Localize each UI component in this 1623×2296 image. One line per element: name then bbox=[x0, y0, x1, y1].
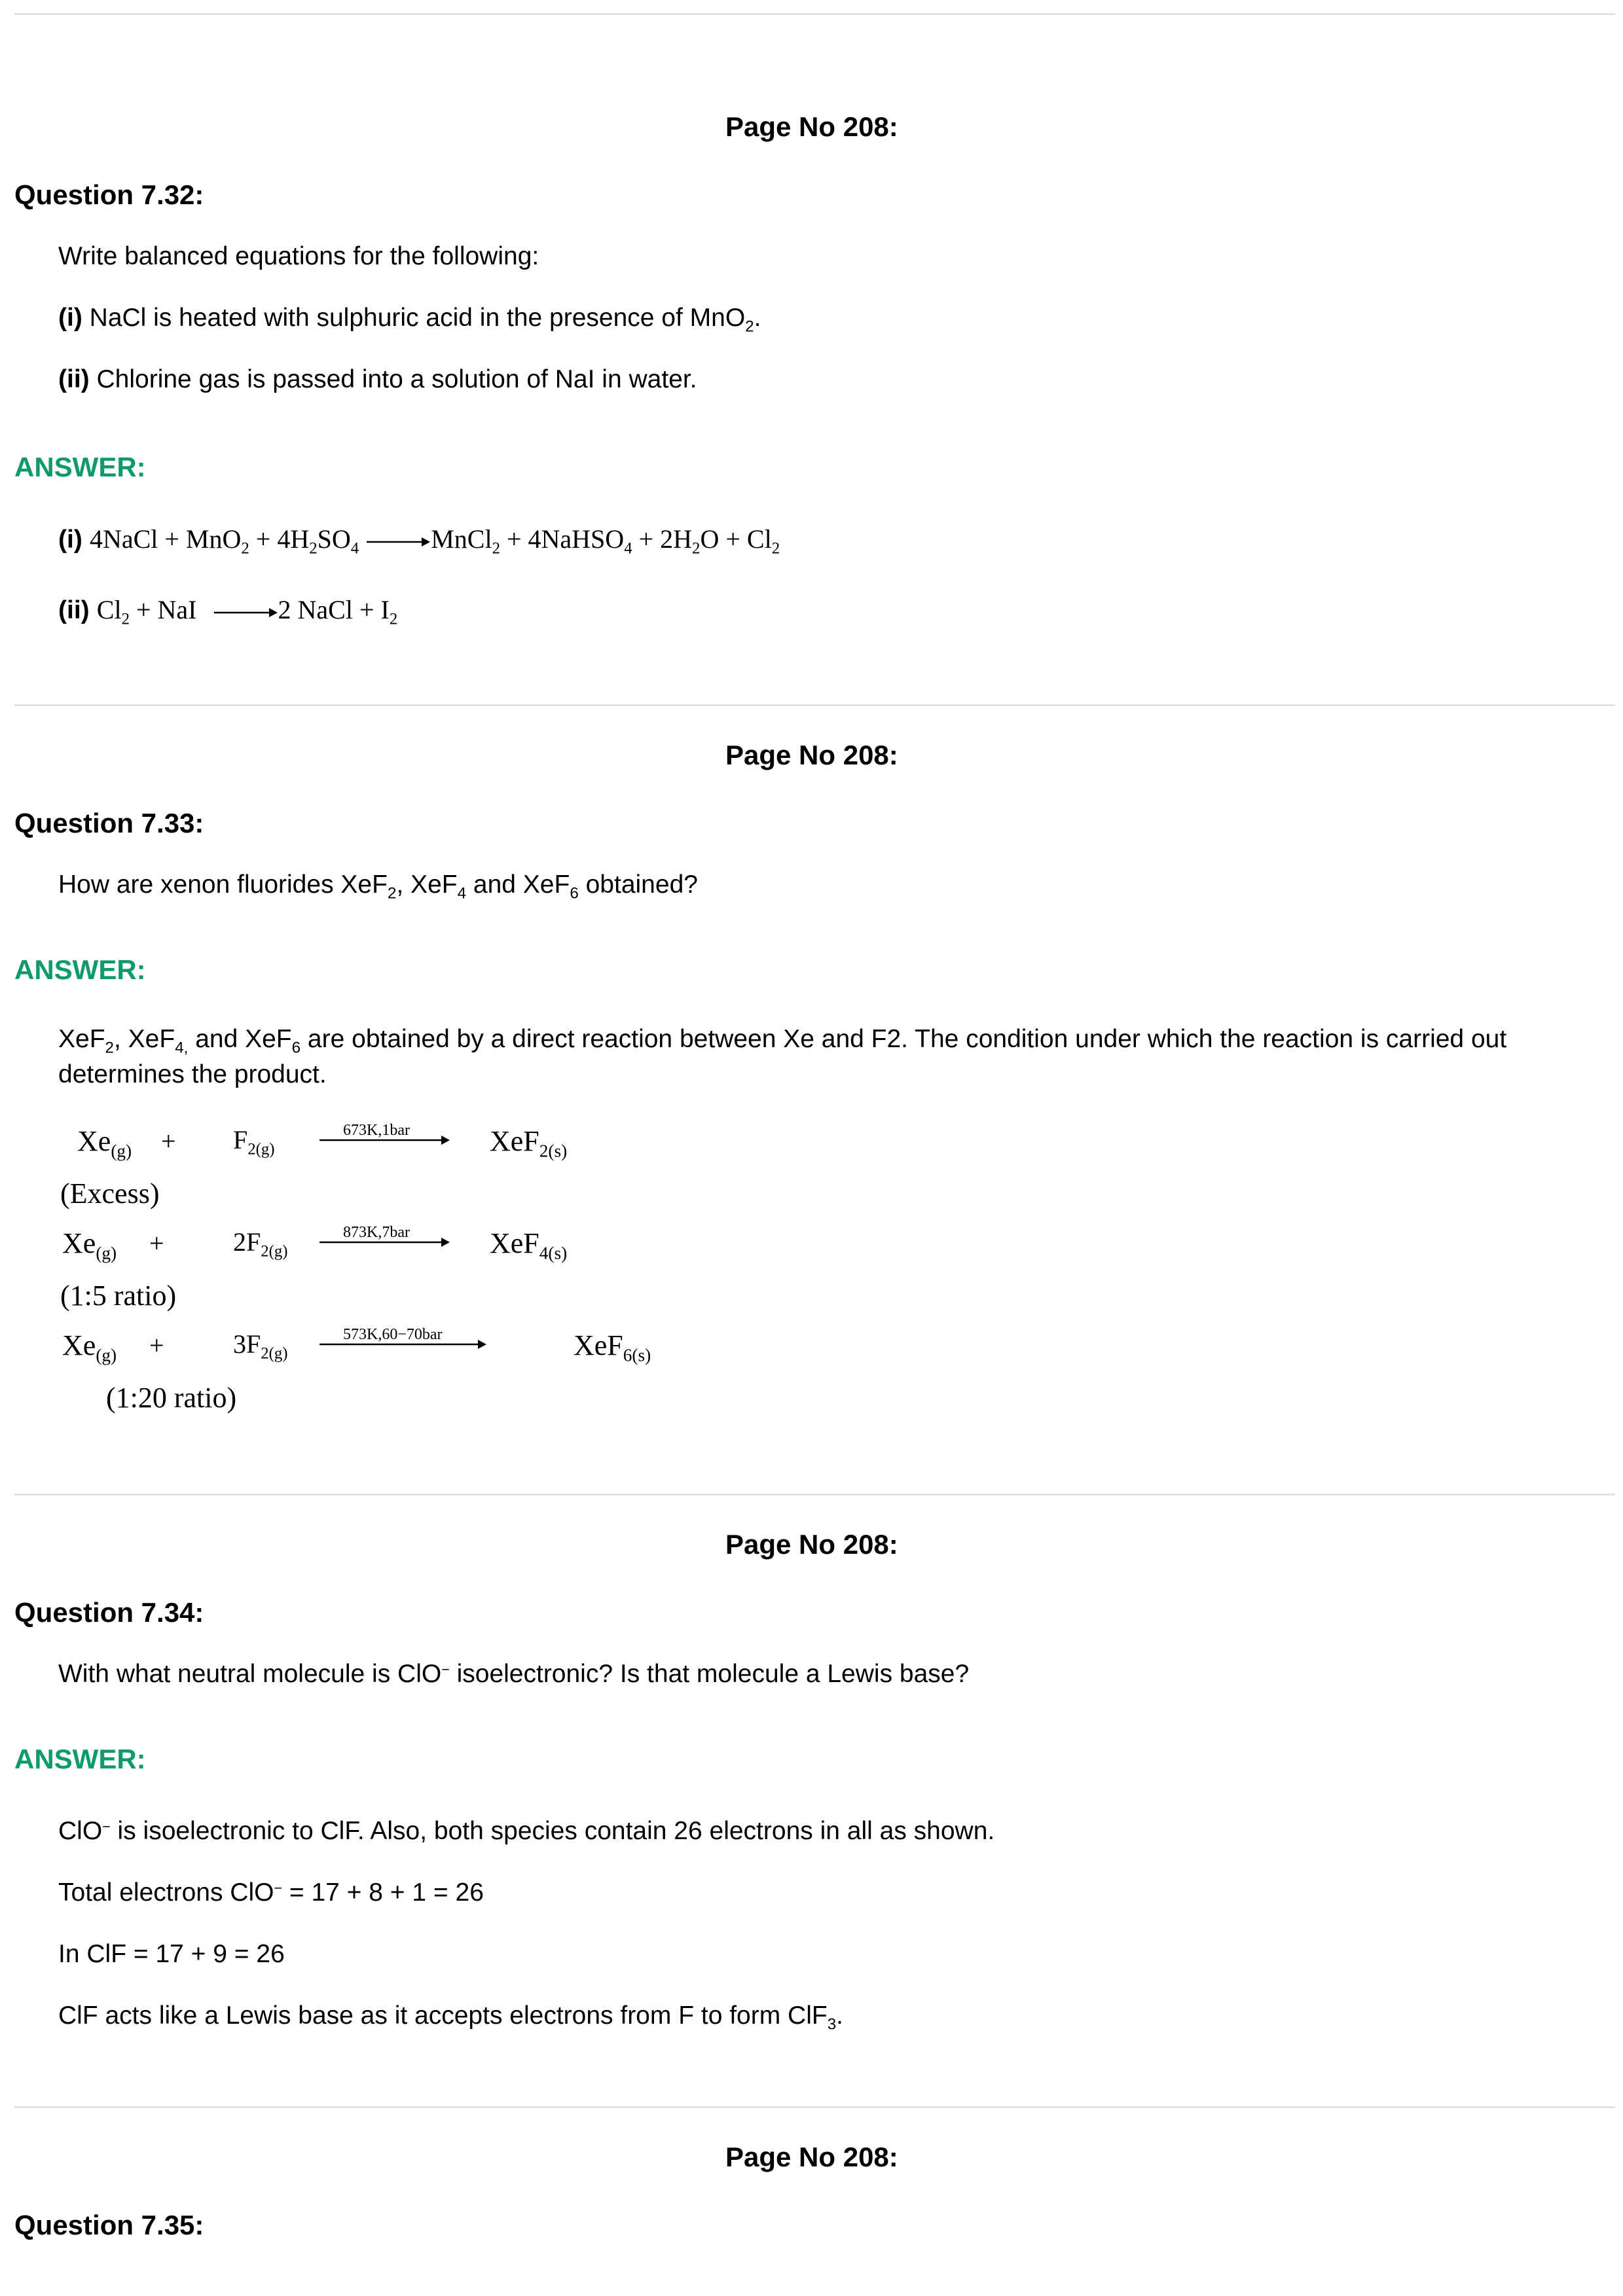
question-heading: Question 7.33: bbox=[14, 808, 204, 838]
ratio-label: (1:20 ratio) bbox=[106, 1382, 237, 1414]
page-number: Page No 208: bbox=[725, 740, 898, 770]
section-divider bbox=[14, 2106, 1615, 2108]
reaction-arrow-icon bbox=[213, 606, 278, 619]
condition-arrow: 873K,7bar bbox=[319, 1224, 457, 1253]
section-divider bbox=[14, 1494, 1615, 1496]
equation-ii: (ii) $Cl_2$ + NaI 2 NaCl + $I_2$ bbox=[58, 595, 398, 628]
ratio-label: (Excess) bbox=[60, 1177, 160, 1210]
answer-heading: ANSWER: bbox=[14, 954, 146, 985]
question-text: How are xenon fluorides XeF$_2$, XeF$_4$ and XeF$_6$ obtained? bbox=[58, 870, 698, 903]
section-divider bbox=[14, 704, 1615, 706]
plus-sign: + bbox=[161, 1126, 176, 1156]
eq-label: (i) bbox=[58, 526, 82, 554]
question-heading: Question 7.35: bbox=[14, 2210, 204, 2240]
question-heading: Question 7.32: bbox=[14, 179, 204, 210]
condition-arrow: 673K,1bar bbox=[319, 1122, 457, 1151]
eq-label: (ii) bbox=[58, 596, 90, 624]
question-intro: Write balanced equations for the following: bbox=[58, 242, 539, 270]
ratio-label: (1:5 ratio) bbox=[60, 1280, 177, 1312]
answer-line: Total electrons ClO− = 17 + 8 + 1 = 26 bbox=[58, 1878, 484, 1907]
question-part-i: (i) NaCl is heated with sulphuric acid in the presence of MnO$_2$. bbox=[58, 304, 761, 336]
answer-line: ClO− is isoelectronic to ClF. Also, both species contain 26 electrons in all as shown. bbox=[58, 1817, 995, 1845]
plus-sign: + bbox=[149, 1331, 164, 1360]
answer-paragraph-line2: determines the product. bbox=[58, 1060, 327, 1088]
reaction-arrow-icon bbox=[319, 1338, 487, 1351]
question-heading: Question 7.34: bbox=[14, 1597, 204, 1628]
part-label: (i) bbox=[58, 304, 82, 332]
answer-line: ClF acts like a Lewis base as it accepts electrons from F to form ClF$_3$. bbox=[58, 2001, 844, 2034]
reactant-f: $2F_{2(g)}$ bbox=[233, 1227, 288, 1261]
reactant-xe: $Xe_{(g)}$ bbox=[77, 1125, 132, 1161]
question-part-ii: (ii) Chlorine gas is passed into a solution of NaI in water. bbox=[58, 365, 697, 393]
part-label: (ii) bbox=[58, 365, 90, 393]
reactant-xe: $Xe_{(g)}$ bbox=[62, 1329, 117, 1365]
page-number: Page No 208: bbox=[725, 111, 898, 142]
equation-i: (i) 4NaCl + $MnO_2 + 4H_2SO_4$ MnCl$_2$ + 4NaHSO$_4$ + $2H_2O + Cl_2$ bbox=[58, 524, 780, 558]
question-text: With what neutral molecule is ClO− isoelectronic? Is that molecule a Lewis base? bbox=[58, 1660, 970, 1688]
reactant-xe: $Xe_{(g)}$ bbox=[62, 1227, 117, 1263]
answer-heading: ANSWER: bbox=[14, 452, 146, 482]
reactant-f: $3F_{2(g)}$ bbox=[233, 1329, 288, 1363]
reaction-arrow-icon bbox=[319, 1236, 450, 1249]
condition-arrow: 573K,60−70bar bbox=[319, 1326, 490, 1355]
page-number: Page No 208: bbox=[725, 1529, 898, 1560]
reaction-arrow-icon bbox=[365, 535, 431, 548]
answer-line: In ClF = 17 + 9 = 26 bbox=[58, 1940, 285, 1968]
product: XeF$_{2(s)}$ bbox=[490, 1125, 568, 1161]
product: XeF$_{6(s)}$ bbox=[574, 1329, 651, 1365]
product: XeF$_{4(s)}$ bbox=[490, 1227, 568, 1263]
answer-heading: ANSWER: bbox=[14, 1744, 146, 1774]
reaction-arrow-icon bbox=[319, 1134, 450, 1147]
reactant-f: $F_{2(g)}$ bbox=[233, 1125, 275, 1158]
page-number: Page No 208: bbox=[725, 2142, 898, 2172]
section-divider bbox=[14, 13, 1615, 15]
answer-paragraph: XeF$_2$, XeF$_{4,}$ and XeF$_6$ are obtained by a direct reaction between Xe and F2. The condition under which the reaction is carried out bbox=[58, 1025, 1507, 1057]
plus-sign: + bbox=[149, 1229, 164, 1258]
